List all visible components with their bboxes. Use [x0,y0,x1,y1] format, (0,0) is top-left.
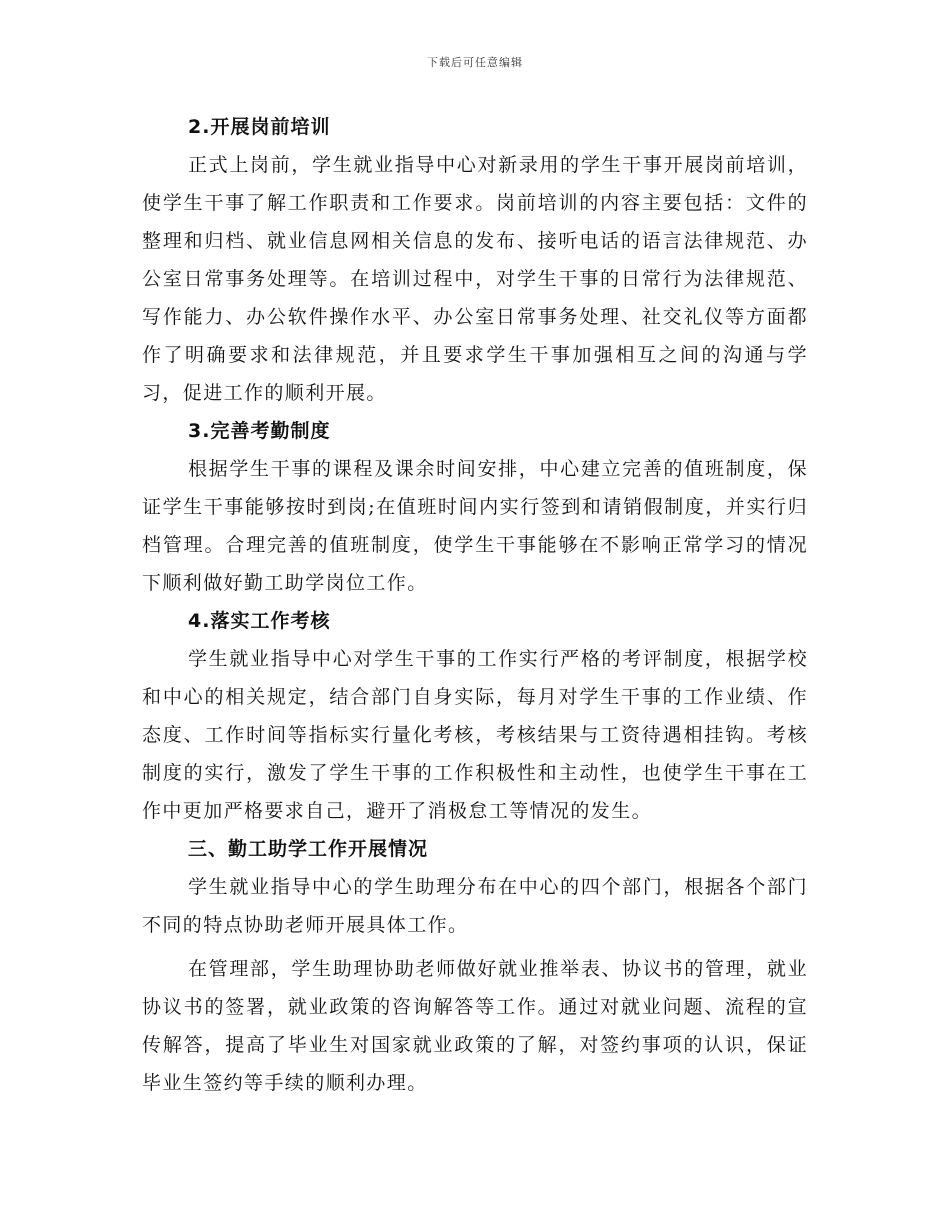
paragraph: 根据学生干事的课程及课余时间安排，中心建立完善的值班制度，保证学生干事能够按时到岗;在值班时间内实行签到和请销假制度，并实行归档管理。合理完善的值班制度，使学生干事能够在不影响正常学习的情况下顺利做好勤工助学岗位工作。 [142,458,808,594]
paragraph: 学生就业指导中心对学生干事的工作实行严格的考评制度，根据学校和中心的相关规定，结合部门自身实际，每月对学生干事的工作业绩、作态度、工作时间等指标实行量化考核，考核结果与工资待遇相挂钩。考核制度的实行，激发了学生干事的工作积极性和主动性，也使学生干事在工作中更加严格要求自己，避开了消极怠工等情况的发生。 [142,648,808,822]
section-attendance-system [142,412,808,602]
section-heading: 2.开展岗前培训 [188,116,331,138]
section-work-study-status [142,830,808,1102]
section-heading: 3.完善考勤制度 [188,420,331,442]
paragraph: 学生就业指导中心的学生助理分布在中心的四个部门，根据各个部门不同的特点协助老师开展具体工作。 [142,876,808,936]
section-prejob-training [142,108,808,412]
paragraph: 正式上岗前，学生就业指导中心对新录用的学生干事开展岗前培训，使学生干事了解工作职责和工作要求。岗前培训的内容主要包括：文件的整理和归档、就业信息网相关信息的发布、接听电话的语言法律规范、办公室日常事务处理等。在培训过程中，对学生干事的日常行为法律规范、写作能力、办公软件操作水平、办公室日常事务处理、社交礼仪等方面都作了明确要求和法律规范，并且要求学生干事加强相互之间的沟通与学习，促进工作的顺利开展。 [142,154,808,404]
document-body [142,108,808,1102]
section-heading: 4.落实工作考核 [188,610,331,632]
section-heading: 三、勤工助学工作开展情况 [188,838,429,860]
paragraph: 在管理部，学生助理协助老师做好就业推举表、协议书的管理，就业协议书的签署，就业政策的咨询解答等工作。通过对就业问题、流程的宣传解答，提高了毕业生对国家就业政策的了解，对签约事项的认识，保证毕业生签约等手续的顺利办理。 [142,958,808,1094]
header-note: 下载后可任意编辑 [427,56,523,69]
section-work-assessment [142,602,808,830]
